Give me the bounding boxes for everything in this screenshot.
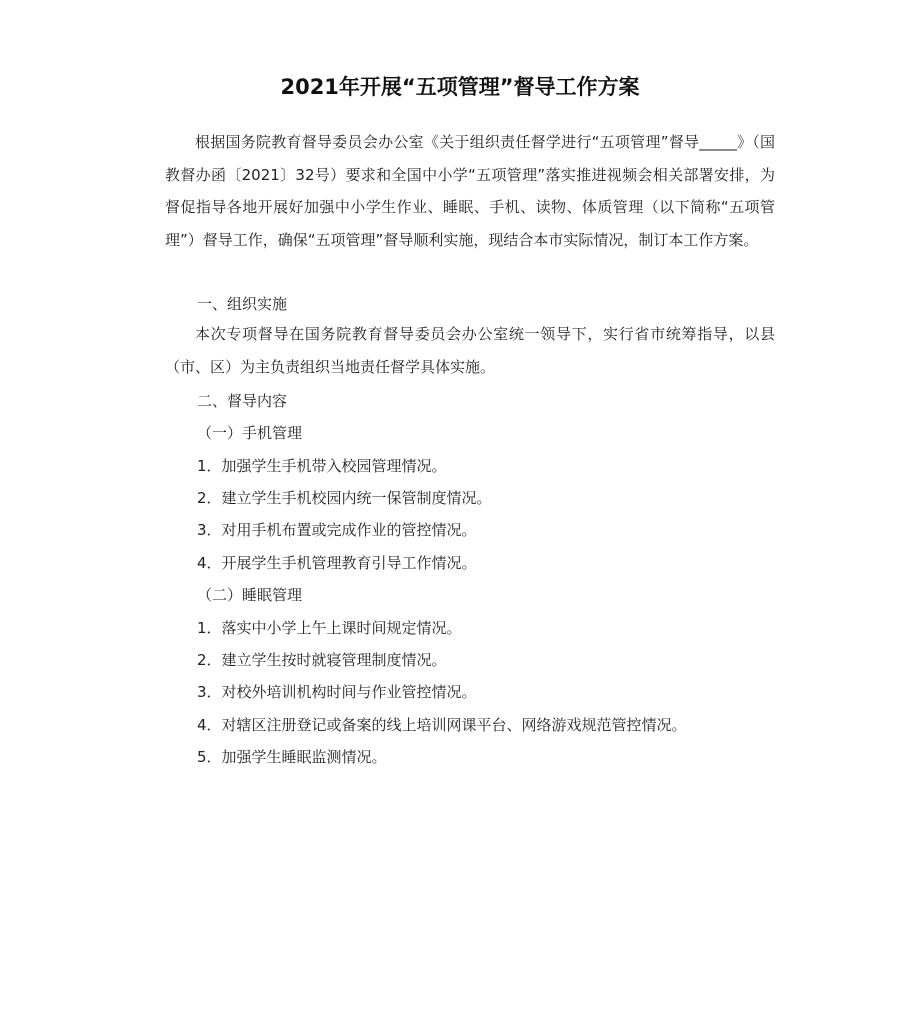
sub2-heading: （二）睡眠管理 bbox=[197, 586, 303, 604]
sub1-item: 1．加强学生手机带入校园管理情况。 bbox=[197, 457, 447, 475]
section1-heading: 一、组织实施 bbox=[197, 295, 288, 313]
sub2-item: 3．对校外培训机构时间与作业管控情况。 bbox=[197, 683, 477, 701]
intro-paragraph: 根据国务院教育督导委员会办公室《关于组织责任督学进行“五项管理”督导_____》（国教督办函〔2021〕32号）要求和全国中小学“五项管理”落实推进视频会相关部署安排，为督促指导各地开展好加强中小学生作业、睡眠、手机、读物、体质管理（以下简称“五项管理”）督导工作，确保“五项管理”督导顺利实施，现结合本市实际情况，制订本工作方案。 bbox=[165, 133, 775, 249]
sub2-item: 1．落实中小学上午上课时间规定情况。 bbox=[197, 619, 462, 637]
document-title: 2021年开展“五项管理”督导工作方案 bbox=[280, 75, 640, 100]
sub2-item: 5．加强学生睡眠监测情况。 bbox=[197, 748, 387, 766]
sub1-item: 2．建立学生手机校园内统一保管制度情况。 bbox=[197, 489, 492, 507]
section1-body: 本次专项督导在国务院教育督导委员会办公室统一领导下，实行省市统筹指导，以县（市、区）为主负责组织当地责任督学具体实施。 bbox=[165, 325, 775, 376]
sub1-item: 4．开展学生手机管理教育引导工作情况。 bbox=[197, 554, 477, 572]
sub2-item: 4．对辖区注册登记或备案的线上培训网课平台、网络游戏规范管控情况。 bbox=[197, 716, 687, 734]
sub1-item: 3．对用手机布置或完成作业的管控情况。 bbox=[197, 521, 477, 539]
section2-heading: 二、督导内容 bbox=[197, 392, 288, 410]
sub2-item: 2．建立学生按时就寝管理制度情况。 bbox=[197, 651, 447, 669]
sub1-heading: （一）手机管理 bbox=[197, 424, 303, 442]
